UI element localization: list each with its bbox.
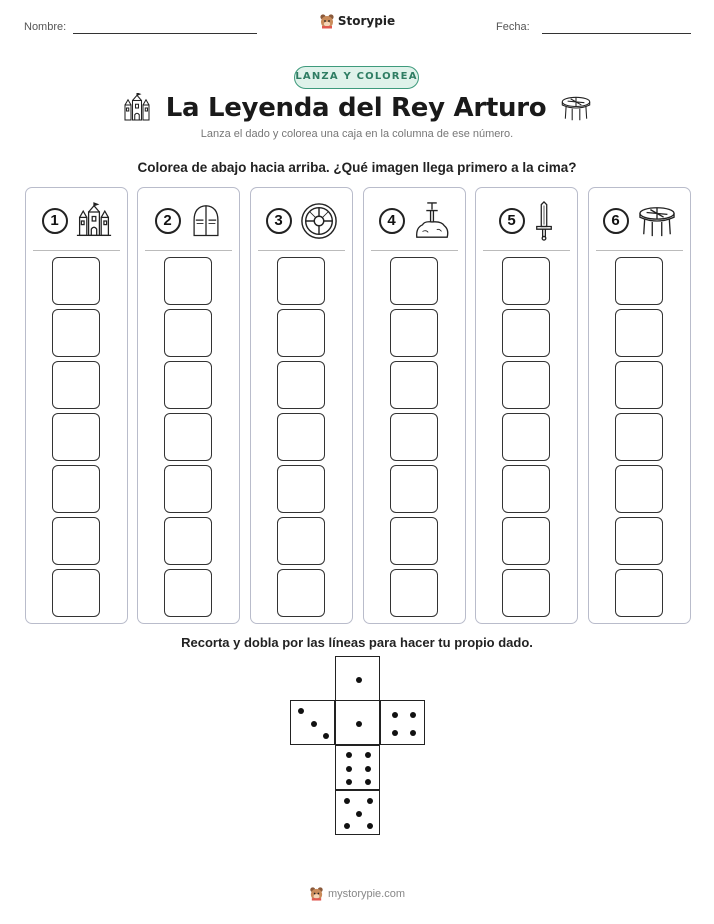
round-table-icon <box>637 203 677 239</box>
color-box[interactable] <box>502 465 550 513</box>
die-face-6 <box>335 745 380 790</box>
die-pip <box>356 721 362 727</box>
color-box[interactable] <box>502 517 550 565</box>
color-box[interactable] <box>52 257 100 305</box>
color-box[interactable] <box>164 257 212 305</box>
color-box[interactable] <box>502 413 550 461</box>
column-divider <box>145 250 232 251</box>
die-face-3 <box>290 700 335 745</box>
die-pip <box>365 779 371 785</box>
color-box[interactable] <box>615 465 663 513</box>
instruction: Colorea de abajo hacia arriba. ¿Qué imagen llega primero a la cima? <box>137 160 577 175</box>
die-pip <box>298 708 304 714</box>
column-divider <box>258 250 345 251</box>
die-pip <box>365 766 371 772</box>
dice-column-5 <box>475 187 578 624</box>
dice-column-3 <box>250 187 353 624</box>
die-pip <box>367 823 373 829</box>
color-box[interactable] <box>615 361 663 409</box>
color-box[interactable] <box>390 257 438 305</box>
die-pip <box>346 779 352 785</box>
sword-in-stone-icon <box>413 201 451 241</box>
color-box[interactable] <box>164 517 212 565</box>
color-box[interactable] <box>277 413 325 461</box>
color-box[interactable] <box>277 465 325 513</box>
color-box[interactable] <box>615 309 663 357</box>
color-box[interactable] <box>277 517 325 565</box>
cut-instruction: Recorta y dobla por las líneas para hacer tu propio dado. <box>181 635 533 650</box>
color-box[interactable] <box>164 309 212 357</box>
dice-column-4 <box>363 187 466 624</box>
color-box[interactable] <box>390 361 438 409</box>
color-box[interactable] <box>615 257 663 305</box>
column-number: 2 <box>155 208 181 234</box>
name-label: Nombre: <box>24 21 67 33</box>
color-box[interactable] <box>277 361 325 409</box>
subtitle: Lanza el dado y colorea una caja en la columna de ese número. <box>200 128 514 140</box>
knight-helmet-icon <box>189 202 223 240</box>
color-box[interactable] <box>502 569 550 617</box>
color-box[interactable] <box>390 517 438 565</box>
die-pip <box>365 752 371 758</box>
die-pip <box>410 712 416 718</box>
color-box[interactable] <box>52 569 100 617</box>
brand-name: Storypie <box>337 14 396 28</box>
column-divider <box>33 250 120 251</box>
die-face-5 <box>335 790 380 835</box>
dice-column-6 <box>588 187 691 624</box>
round-table-icon <box>560 93 592 123</box>
color-box[interactable] <box>52 465 100 513</box>
column-divider <box>371 250 458 251</box>
color-box[interactable] <box>164 569 212 617</box>
date-label: Fecha: <box>496 21 530 33</box>
round-shield-icon <box>300 202 338 240</box>
column-number: 3 <box>266 208 292 234</box>
color-box[interactable] <box>277 569 325 617</box>
column-number: 5 <box>499 208 525 234</box>
die-pip <box>346 752 352 758</box>
die-pip <box>344 823 350 829</box>
color-box[interactable] <box>390 413 438 461</box>
sword-icon <box>533 201 555 241</box>
color-box[interactable] <box>502 361 550 409</box>
storypie-logo-icon <box>309 886 324 901</box>
color-box[interactable] <box>615 517 663 565</box>
color-box[interactable] <box>390 465 438 513</box>
die-pip <box>356 677 362 683</box>
die-pip <box>392 712 398 718</box>
title-row <box>0 90 714 126</box>
page-title: La Leyenda del Rey Arturo <box>165 93 547 123</box>
column-header <box>589 200 690 242</box>
die-face-4 <box>380 700 425 745</box>
column-number: 1 <box>42 208 68 234</box>
brand <box>0 13 714 34</box>
die-pip <box>356 811 362 817</box>
color-box[interactable] <box>52 309 100 357</box>
column-header <box>26 200 127 242</box>
die-pip <box>323 733 329 739</box>
die-pip <box>367 798 373 804</box>
color-box[interactable] <box>615 569 663 617</box>
color-box[interactable] <box>502 257 550 305</box>
date-line <box>542 33 691 34</box>
column-header <box>251 200 352 242</box>
color-box[interactable] <box>502 309 550 357</box>
column-header <box>476 200 577 242</box>
die-face-1 <box>335 656 380 701</box>
color-box[interactable] <box>52 517 100 565</box>
color-box[interactable] <box>277 257 325 305</box>
color-box[interactable] <box>390 309 438 357</box>
column-divider <box>483 250 570 251</box>
column-number: 6 <box>603 208 629 234</box>
column-divider <box>596 250 683 251</box>
die-pip <box>410 730 416 736</box>
dice-column-1 <box>25 187 128 624</box>
castle-icon <box>122 93 152 123</box>
color-box[interactable] <box>277 309 325 357</box>
footer-url: mystorypie.com <box>327 887 406 900</box>
storypie-logo-icon <box>319 13 335 29</box>
die-pip <box>344 798 350 804</box>
color-box[interactable] <box>390 569 438 617</box>
castle-icon <box>76 202 112 240</box>
color-box[interactable] <box>164 465 212 513</box>
die-face-1 <box>335 700 380 745</box>
column-header <box>138 200 239 242</box>
column-header <box>364 200 465 242</box>
color-box[interactable] <box>52 361 100 409</box>
dice-column-2 <box>137 187 240 624</box>
footer <box>0 886 714 906</box>
die-pip <box>311 721 317 727</box>
activity-badge: LANZA Y COLOREA <box>294 66 419 89</box>
column-number: 4 <box>379 208 405 234</box>
die-pip <box>346 766 352 772</box>
color-box[interactable] <box>164 413 212 461</box>
die-pip <box>392 730 398 736</box>
color-box[interactable] <box>52 413 100 461</box>
color-box[interactable] <box>615 413 663 461</box>
color-box[interactable] <box>164 361 212 409</box>
